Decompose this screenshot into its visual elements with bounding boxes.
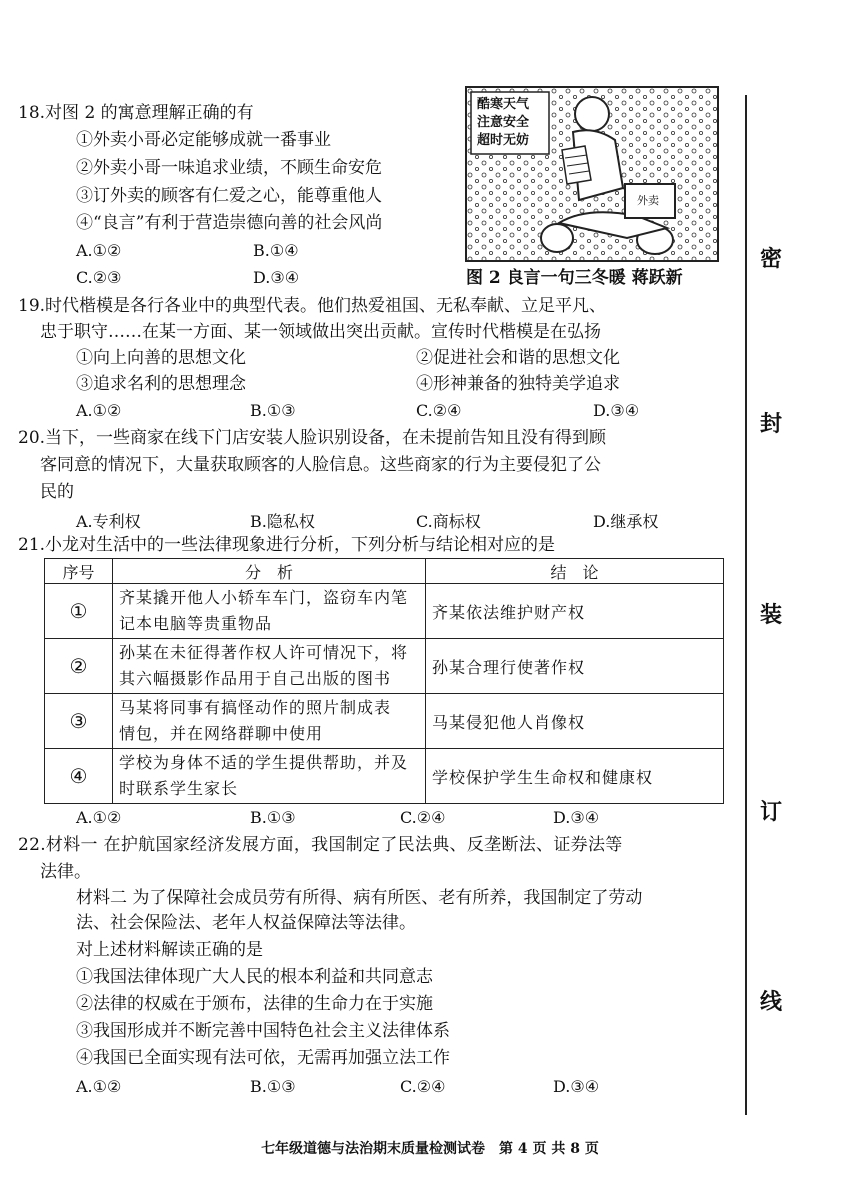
q22-item-1: ①我国法律体现广大人民的根本利益和共同意志 xyxy=(76,967,433,987)
q22-item-2: ②法律的权威在于颁布，法律的生命力在于实施 xyxy=(76,994,433,1014)
analysis-line: 马某将同事有搞怪动作的照片制成表 xyxy=(119,698,392,717)
q20-option-d: D.继承权 xyxy=(593,512,659,531)
row-number: ④ xyxy=(45,749,113,804)
binding-char-ding: 订 xyxy=(760,799,783,825)
sign-line-2: 注意安全 xyxy=(477,115,530,130)
analysis-line: 学校为身体不适的学生提供帮助，并及 xyxy=(119,753,409,772)
page-footer: 七年级道德与法治期末质量检测试卷 第 4 页 共 8 页 xyxy=(261,1141,599,1157)
sign-line-3: 超时无妨 xyxy=(477,133,530,148)
row-conclusion: 齐某依法维护财产权 xyxy=(426,584,724,639)
q19-option-b: B.①③ xyxy=(250,401,296,420)
binding-char-feng: 封 xyxy=(760,411,783,437)
q19-option-d: D.③④ xyxy=(593,401,640,420)
q22-option-c: C.②④ xyxy=(400,1077,446,1096)
q18-option-d: D.③④ xyxy=(253,268,300,287)
q21-option-a: A.①② xyxy=(76,808,122,827)
q20-stem-3: 民的 xyxy=(40,482,74,502)
binding-char-xian: 线 xyxy=(760,989,783,1015)
q22-option-d: D.③④ xyxy=(553,1077,600,1096)
analysis-line: 孙某在未征得著作权人许可情况下，将 xyxy=(119,643,409,662)
q18-stem: 18.对图 2 的寓意理解正确的有 xyxy=(18,103,254,123)
table-row xyxy=(45,749,724,804)
q22-material-2-line-2: 法、社会保险法、老年人权益保障法等法律。 xyxy=(76,913,416,933)
q20-stem-1: 20.当下，一些商家在线下门店安装人脸识别设备，在未提前告知且没有得到顾 xyxy=(18,428,607,448)
header-number: 序号 xyxy=(45,559,113,584)
row-number: ② xyxy=(45,639,113,694)
binding-char-zhuang: 装 xyxy=(760,602,783,628)
q22-item-4: ④我国已全面实现有法可依，无需再加强立法工作 xyxy=(76,1048,450,1068)
sign-line-1: 酷寒天气 xyxy=(477,97,530,112)
table-row xyxy=(45,694,724,749)
q21-stem: 21.小龙对生活中的一些法律现象进行分析，下列分析与结论相对应的是 xyxy=(18,535,556,555)
row-conclusion: 孙某合理行使著作权 xyxy=(426,639,724,694)
analysis-line: 齐某撬开他人小轿车车门，盗窃车内笔 xyxy=(119,588,409,607)
row-conclusion: 马某侵犯他人肖像权 xyxy=(426,694,724,749)
q22-material-1-line-2: 法律。 xyxy=(40,862,91,882)
q19-option-c: C.②④ xyxy=(416,401,462,420)
q19-item-1: ①向上向善的思想文化 xyxy=(76,348,246,368)
row-analysis xyxy=(113,584,426,639)
analysis-line: 情包，并在网络群聊中使用 xyxy=(119,724,324,743)
q21-option-d: D.③④ xyxy=(553,808,600,827)
q20-option-a: A.专利权 xyxy=(76,512,141,531)
q22-option-a: A.①② xyxy=(76,1077,122,1096)
q19-stem-2: 忠于职守……在某一方面、某一领域做出突出贡献。宣传时代楷模是在弘扬 xyxy=(40,322,601,342)
q19-option-a: A.①② xyxy=(76,401,122,420)
q19-stem-1: 19.时代楷模是各行各业中的典型代表。他们热爱祖国、无私奉献、立足平凡、 xyxy=(18,296,607,316)
q18-item-3: ③订外卖的顾客有仁爱之心，能尊重他人 xyxy=(76,186,382,206)
delivery-box-label: 外卖 xyxy=(637,194,659,207)
q22-item-3: ③我国形成并不断完善中国特色社会主义法律体系 xyxy=(76,1021,450,1041)
binding-char-mi: 密 xyxy=(760,246,783,272)
q22-material-1-line-1: 22.材料一 在护航国家经济发展方面，我国制定了民法典、反垄断法、证券法等 xyxy=(18,835,623,855)
analysis-line: 记本电脑等贵重物品 xyxy=(119,614,273,633)
header-analysis: 分 析 xyxy=(113,559,426,584)
table-row xyxy=(45,584,724,639)
law-analysis-table xyxy=(44,558,724,804)
q20-option-c: C.商标权 xyxy=(416,512,481,531)
table-header-row xyxy=(45,559,724,584)
cartoon-figure xyxy=(465,86,719,262)
q19-item-3: ③追求名利的思想理念 xyxy=(76,374,246,394)
q22-option-b: B.①③ xyxy=(250,1077,296,1096)
q20-stem-2: 客同意的情况下，大量获取顾客的人脸信息。这些商家的行为主要侵犯了公 xyxy=(40,455,601,475)
q20-option-b: B.隐私权 xyxy=(250,512,315,531)
q19-item-4: ④形神兼备的独特美学追求 xyxy=(416,374,620,394)
q18-option-c: C.②③ xyxy=(76,268,122,287)
cartoon-caption: 图 2 良言一句三冬暖 蒋跃新 xyxy=(466,268,683,288)
row-analysis xyxy=(113,694,426,749)
analysis-line: 时联系学生家长 xyxy=(119,779,239,798)
q18-option-a: A.①② xyxy=(76,241,122,260)
row-number: ③ xyxy=(45,694,113,749)
cartoon-sign xyxy=(477,96,529,150)
binding-line xyxy=(745,95,747,1115)
row-analysis xyxy=(113,749,426,804)
q18-item-1: ①外卖小哥必定能够成就一番事业 xyxy=(76,130,331,150)
q22-ask: 对上述材料解读正确的是 xyxy=(76,940,263,960)
q21-option-b: B.①③ xyxy=(250,808,296,827)
header-conclusion: 结 论 xyxy=(426,559,724,584)
q18-item-4: ④“良言”有利于营造崇德向善的社会风尚 xyxy=(76,213,383,233)
row-number: ① xyxy=(45,584,113,639)
analysis-line: 其六幅摄影作品用于自己出版的图书 xyxy=(119,669,392,688)
q19-item-2: ②促进社会和谐的思想文化 xyxy=(416,348,620,368)
q22-material-2-line-1: 材料二 为了保障社会成员劳有所得、病有所医、老有所养，我国制定了劳动 xyxy=(76,888,643,908)
table-row xyxy=(45,639,724,694)
q21-option-c: C.②④ xyxy=(400,808,446,827)
row-analysis xyxy=(113,639,426,694)
q18-item-2: ②外卖小哥一味追求业绩，不顾生命安危 xyxy=(76,158,382,178)
row-conclusion: 学校保护学生生命权和健康权 xyxy=(426,749,724,804)
q18-option-b: B.①④ xyxy=(253,241,299,260)
